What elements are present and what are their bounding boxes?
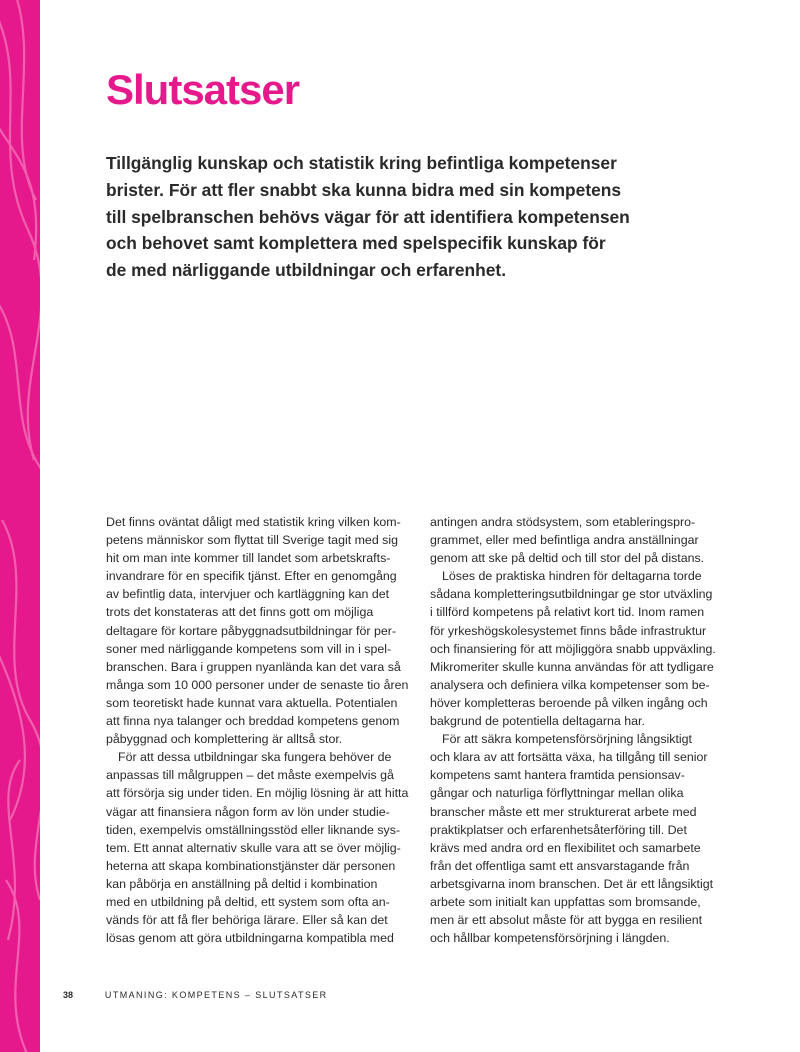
- body-line: kan påbörja en anställning på deltid i kombination: [106, 876, 378, 891]
- page-footer: [63, 990, 328, 1000]
- body-line: men är ett absolut måste för att bygga en resilient: [430, 913, 703, 928]
- body-line: många som 10 000 personer under de senaste tio åren: [106, 677, 409, 692]
- body-line: tem. Ett annat alternativ skulle vara att se över möjlig-: [106, 840, 401, 855]
- body-line: påbyggnad och komplettering är alltså stor.: [106, 732, 343, 747]
- body-line: sådana kompletteringsutbildningar ge stor utväxling: [430, 587, 713, 602]
- running-head: UTMANING: KOMPETENS – SLUTSATSER: [104, 990, 328, 1000]
- body-line: gångar och naturliga förflyttningar mellan olika: [430, 786, 684, 801]
- body-line: arbetsgivarna inom branschen. Det är ett långsiktigt: [430, 876, 714, 891]
- body-line: som teoretiskt hade kunnat vara aktuella. Potentialen: [106, 695, 398, 710]
- lead-line: och behovet samt komplettera med spelspecifik kunskap för: [106, 233, 606, 254]
- body-line: analysera och definiera vilka kompetenser som be-: [430, 677, 710, 692]
- body-line: och finansiering för att möjliggöra snabb uppväxling.: [430, 641, 716, 656]
- body-line: grammet, eller med befintliga andra anställningar: [430, 533, 699, 548]
- body-column-left: [106, 513, 409, 947]
- body-line: kompetens samt hantera framtida pensionsav-: [430, 768, 685, 783]
- body-line: och hållbar kompetensförsörjning i längden.: [430, 931, 670, 946]
- body-line: vänds för att få fler behöriga lärare. Eller så kan det: [106, 913, 388, 928]
- lead-line: Tillgänglig kunskap och statistik kring befintliga kompetenser: [106, 153, 617, 173]
- body-line: vägar att finansiera någon form av lön under studie-: [106, 804, 390, 819]
- body-line: branscher måste ett mer strukturerat arbete med: [430, 804, 697, 819]
- lead-line: de med närliggande utbildningar och erfarenhet.: [106, 260, 507, 281]
- body-line: deltagare för kortare påbyggnadsutbildningar för per-: [106, 623, 396, 638]
- body-line: För att dessa utbildningar ska fungera behöver de: [118, 750, 392, 765]
- body-line: att försörja sig under tiden. En möjlig lösning är att hitta: [106, 786, 409, 801]
- lead-paragraph: [106, 150, 636, 284]
- swirl-pattern: [0, 0, 40, 1052]
- body-line: krävs med andra ord en flexibilitet och samarbete: [430, 840, 701, 855]
- body-line: Mikromeriter skulle kunna användas för att tydligare: [430, 659, 714, 674]
- body-line: antingen andra stödsystem, som etableringspro-: [430, 515, 696, 529]
- body-line: hit om man inte kommer till landet som arbetskrafts-: [106, 551, 391, 566]
- body-line: praktikplatser och erfarenhetsåterföring till. Det: [430, 822, 687, 837]
- body-column-right: [430, 513, 726, 947]
- body-line: soner med närliggande kompetens som vill in i spel-: [106, 641, 392, 656]
- body-line: med en utbildning på deltid, ett system som ofta an-: [106, 894, 390, 909]
- body-line: lösas genom att göra utbildningarna kompatibla med: [106, 931, 394, 946]
- page-title: Slutsatser: [106, 66, 300, 113]
- body-line: i tillförd kompetens på relativt kort tid. Inom ramen: [430, 605, 705, 620]
- decorative-side-band: [0, 0, 40, 1052]
- body-line: trots det konstateras att det finns gott om möjliga: [106, 605, 374, 620]
- body-line: och klara av att fortsätta växa, ha tillgång till senior: [430, 750, 708, 765]
- body-line: invandrare för en specifik tjänst. Efter en genomgång: [106, 569, 397, 584]
- body-line: för yrkeshögskolesystemet finns både infrastruktur: [430, 623, 707, 638]
- lead-line: brister. För att fler snabbt ska kunna bidra med sin kompetens: [106, 179, 622, 200]
- body-line: genom att ske på deltid och till stor del på distans.: [430, 551, 705, 566]
- body-line: höver kompletteras beroende på vilken ingång och: [430, 695, 708, 710]
- body-line: heterna att skapa kombinationstjänster där personen: [106, 858, 396, 873]
- body-line: branschen. Bara i gruppen nyanlända kan det vara så: [106, 659, 401, 674]
- body-line: av befintlig data, intervjuer och kartläggning kan det: [106, 587, 390, 602]
- body-line: Det finns oväntat dåligt med statistik kring vilken kom-: [106, 515, 401, 529]
- body-line: anpassas till målgruppen – det måste exempelvis gå: [106, 768, 394, 783]
- body-line: från det offentliga samt ett ansvarstagande från: [430, 858, 690, 873]
- lead-line: till spelbranschen behövs vägar för att identifiera kompetensen: [106, 206, 630, 227]
- body-line: petens människor som flyttat till Sverige tagit med sig: [106, 533, 398, 548]
- page-number: 38: [63, 990, 74, 1000]
- body-line: arbete som initialt kan uppfattas som bromsande,: [430, 894, 701, 909]
- body-line: bakgrund de potentiella deltagarna har.: [430, 714, 645, 729]
- body-line: För att säkra kompetensförsörjning långsiktigt: [442, 732, 692, 747]
- body-line: att finna nya talanger och breddad kompetens genom: [106, 714, 400, 729]
- body-line: tiden, exempelvis omställningsstöd eller liknande sys-: [106, 822, 401, 837]
- body-line: Löses de praktiska hindren för deltagarna torde: [442, 569, 702, 584]
